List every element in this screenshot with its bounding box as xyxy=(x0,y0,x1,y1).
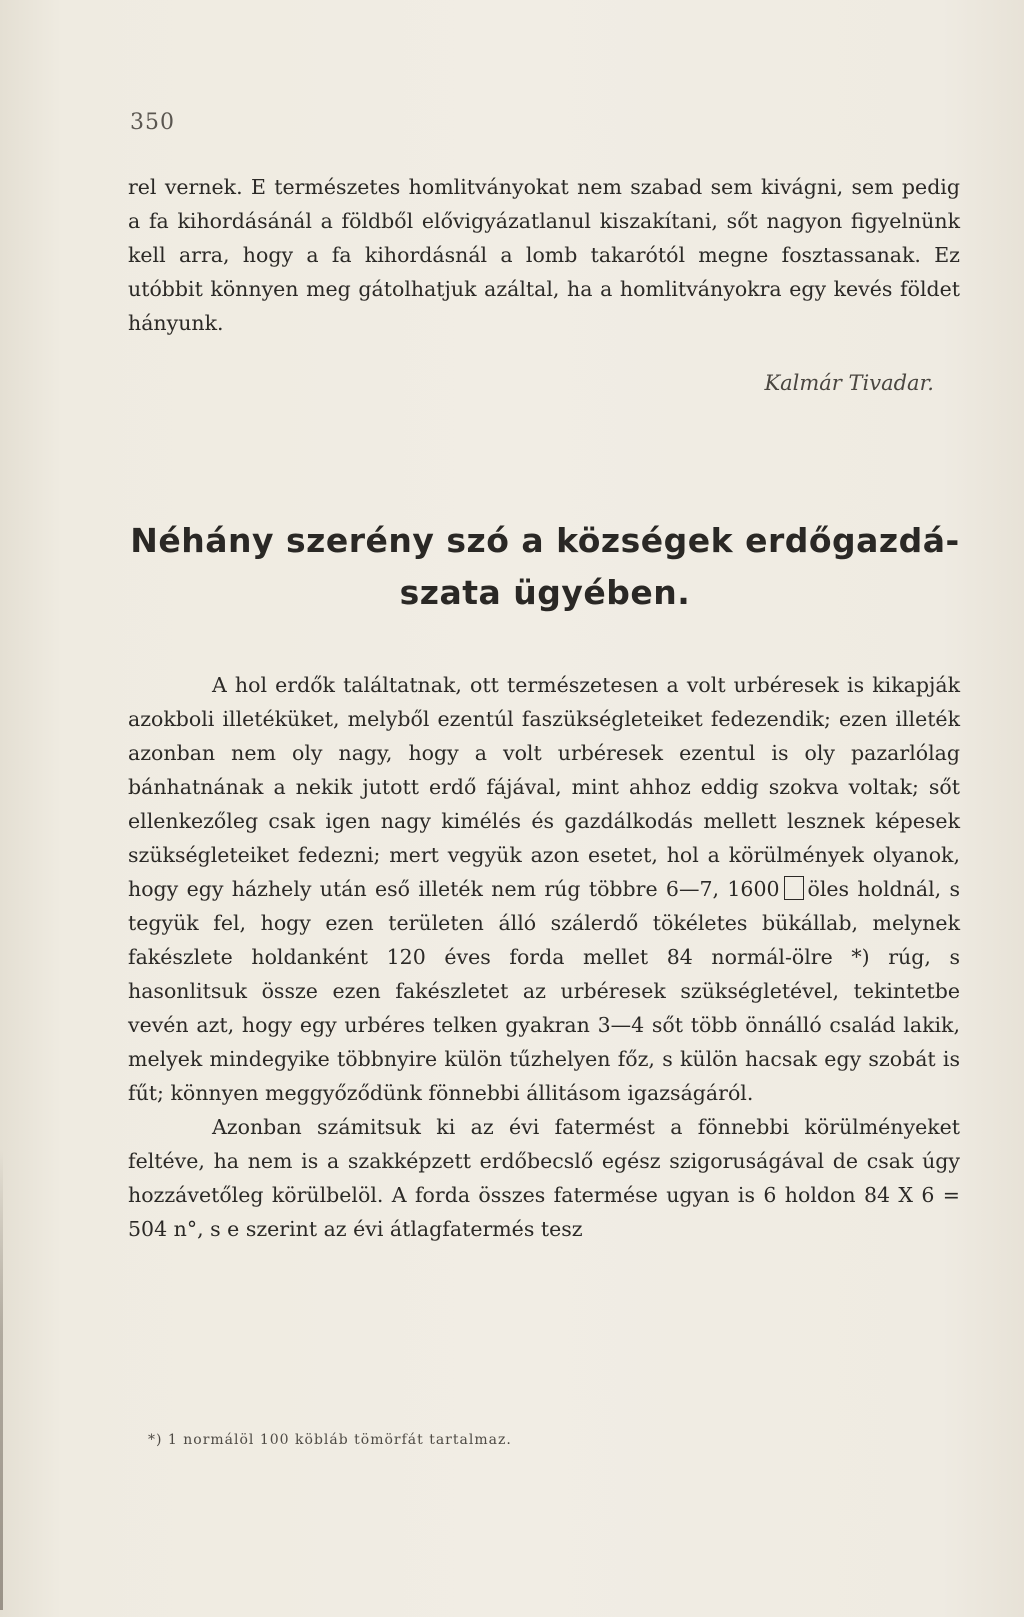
square-fathom-icon xyxy=(784,876,804,900)
intro-paragraph: rel vernek. E természetes homlitványokat nem szabad sem kivágni, sem pedig a fa kihordásánál a földből elővigyázatlanul kiszakítani, sőt nagyon figyelnünk kell arra, hogy a fa kihordásnál a lomb takarótól megne fosztassanak. Ez utóbbit könnyen meg gátolhatjuk azáltal, ha a homlitványokra egy kevés földet hányunk. xyxy=(128,175,960,335)
author-signature: Kalmár Tivadar. xyxy=(764,371,934,395)
footnote: *) 1 normálöl 100 köbláb tömörfát tartalmaz. xyxy=(148,1432,512,1448)
article-title-line-1: Néhány szerény szó a községek erdőgazdá- xyxy=(130,521,960,560)
article-paragraph-2: Azonban számitsuk ki az évi fatermést a fönnebbi körülményeket feltéve, ha nem is a szakképzett erdőbecslő egész szigoruságával de csak úgy hozzávetőleg körülbelöl. A forda összes fatermése ugyan is 6 holdon 84 X 6 = 504 n°, s e szerint az évi átlagfatermés tesz xyxy=(128,1115,960,1241)
article-paragraph-1 xyxy=(128,668,960,1110)
article-title-line-2: szata ügyében. xyxy=(399,573,691,612)
page-edge-shadow xyxy=(0,1150,3,1610)
paragraph-1-text-b: öles holdnál, s tegyük fel, hogy ezen területen álló szálerdő tökéletes bükállab, melynek fakészlete holdanként 120 éves forda mellet 84 normál-ölre *) rúg, s hasonlitsuk össze ezen fakészletet az urbéresek szükségletével, tekintetbe vevén azt, hogy egy urbéres telken gyakran 3—4 sőt több önnálló család lakik, melyek mindegyike többnyire külön tűzhelyen főz, s külön hacsak egy szobát is fűt; könnyen meggyőződünk fönnebbi állitásom igazságáról. xyxy=(128,877,960,1105)
article-title xyxy=(120,515,970,619)
page-number: 350 xyxy=(130,110,175,135)
paragraph-1-text-a: A hol erdők találtatnak, ott természetesen a volt urbéresek is kikapják azokboli illetéküket, melyből ezentúl faszükségleteiket fedezendik; ezen illeték azonban nem oly nagy, hogy a volt urbéresek ezentul is oly pazarlólag bánhatnának a nekik jutott erdő fájával, mint ahhoz eddig szokva voltak; sőt ellenkezőleg csak igen nagy kimélés és gazdálkodás mellett lesznek képesek szükségleteiket fedezni; mert vegyük azon esetet, hol a körülmények olyanok, hogy egy házhely után eső illeték nem rúg többre 6—7, 1600 xyxy=(128,673,960,901)
intro-section xyxy=(128,170,960,340)
article-body xyxy=(128,668,960,1246)
